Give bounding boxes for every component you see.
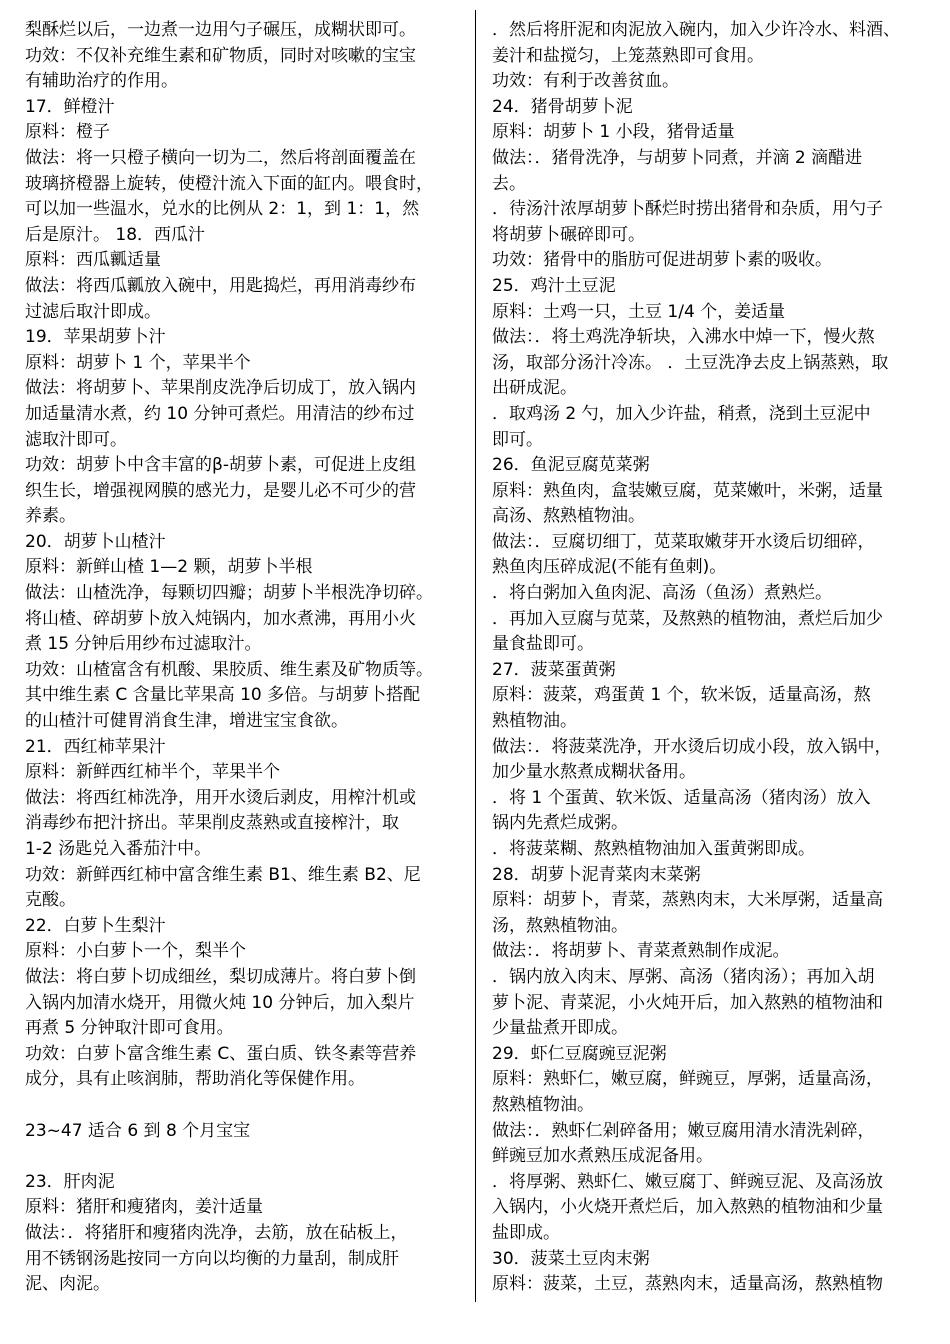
text-line: 养素。 xyxy=(25,506,76,527)
text-line: 原料：新鲜西红柿半个，苹果半个 xyxy=(25,762,280,783)
blank-line xyxy=(25,1093,461,1119)
text-line: 原料：胡萝卜，青菜，蒸熟肉末，大米厚粥，适量高 xyxy=(492,890,883,911)
text-line: 30．菠菜土豆肉末粥 xyxy=(492,1248,650,1269)
text-line: 功效：白萝卜富含维生素 C、蛋白质、铁冬素等营养 xyxy=(25,1043,417,1064)
text-line: 熟植物油。 xyxy=(492,711,577,732)
text-line: 用不锈钢汤匙按同一方向以均衡的力量刮，制成肝 xyxy=(25,1248,399,1269)
text-line: 汤，熬熟植物油。 xyxy=(492,915,628,936)
text-line: 做法：将一只橙子横向一切为二，然后将剖面覆盖在 xyxy=(25,147,416,168)
text-line: 做法：将胡萝卜、苹果削皮洗净后切成丁，放入锅内 xyxy=(25,378,416,399)
text-line: 原料：西瓜瓤适量 xyxy=(25,250,161,271)
text-line: 将山楂、碎胡萝卜放入炖锅内，加水煮沸，再用小火 xyxy=(25,608,416,629)
text-line: ．将 1 个蛋黄、软米饭、适量高汤（猪肉汤）放入 xyxy=(492,787,871,808)
text-line: 过滤后取汁即成。 xyxy=(25,301,161,322)
text-line: 成分，具有止咳润肺，帮助消化等保健作用。 xyxy=(25,1069,365,1090)
text-line: 消毒纱布把汁挤出。苹果削皮蒸熟或直接榨汁，取 xyxy=(25,813,399,834)
text-line: 原料：熟虾仁，嫩豆腐，鲜豌豆，厚粥，适量高汤， xyxy=(492,1069,883,1090)
text-line: 做法：．将菠菜洗净，开水烫后切成小段，放入锅中， xyxy=(492,736,892,757)
text-line: ．将厚粥、熟虾仁、嫩豆腐丁、鲜豌豆泥、及高汤放 xyxy=(492,1171,883,1192)
text-line: 原料：胡萝卜 1 小段，猪骨适量 xyxy=(492,122,735,143)
text-line: 织生长，增强视网膜的感光力，是婴儿必不可少的营 xyxy=(25,480,416,501)
text-line: 原料：猪肝和瘦猪肉，姜汁适量 xyxy=(25,1197,263,1218)
text-line: 可以加一些温水，兑水的比例从 2：1，到 1：1，然 xyxy=(25,199,420,220)
text-line: 原料：土鸡一只，土豆 1/4 个，姜适量 xyxy=(492,301,786,322)
text-line: 原料：胡萝卜 1 个，苹果半个 xyxy=(25,352,251,373)
text-line: 其中维生素 C 含量比苹果高 10 多倍。与胡萝卜搭配 xyxy=(25,685,421,706)
text-line: 汤，取部分汤汁冷冻。 ．土豆洗净去皮上锅蒸熟，取 xyxy=(492,352,889,373)
text-line: 入锅内，小火烧开煮烂后，加入熬熟的植物油和少量 xyxy=(492,1197,883,1218)
text-line: 功效：有利于改善贫血。 xyxy=(492,71,679,92)
text-line: 后是原汁。 18．西瓜汁 xyxy=(25,224,206,245)
text-line: ．再加入豆腐与苋菜，及熬熟的植物油，煮烂后加少 xyxy=(492,608,883,629)
text-line: 做法：．将猪肝和瘦猪肉洗净，去筋，放在砧板上， xyxy=(25,1222,408,1243)
text-line: 25．鸡汁土豆泥 xyxy=(492,275,616,296)
text-line: 的山楂汁可健胃消食生津，增进宝宝食欲。 xyxy=(25,711,348,732)
text-line: 原料：橙子 xyxy=(25,122,110,143)
text-line: 功效：新鲜西红柿中富含维生素 B1、维生素 B2、尼 xyxy=(25,864,421,885)
text-line: 熟鱼肉压碎成泥(不能有鱼刺)。 xyxy=(492,557,727,578)
text-line: 29．虾仁豆腐豌豆泥粥 xyxy=(492,1043,667,1064)
text-line: 入锅内加清水烧开，用微火炖 10 分钟后，加入梨片 xyxy=(25,992,415,1013)
text-line: 17．鲜橙汁 xyxy=(25,96,115,117)
text-line: ．取鸡汤 2 勺，加入少许盐，稍煮，浇到土豆泥中 xyxy=(492,403,871,424)
text-line: 做法：．熟虾仁剁碎备用；嫩豆腐用清水清洗剁碎， xyxy=(492,1120,875,1141)
text-line: 玻璃挤橙器上旋转，使橙汁流入下面的缸内。喂食时， xyxy=(25,173,433,194)
text-line: 即可。 xyxy=(492,429,543,450)
text-line: 锅内先煮烂成粥。 xyxy=(492,813,628,834)
text-line: 鲜豌豆加水煮熟压成泥备用。 xyxy=(492,1146,713,1167)
right-column xyxy=(492,18,930,1298)
text-line: 功效：山楂富含有机酸、果胶质、维生素及矿物质等。 xyxy=(25,659,433,680)
text-line: 28．胡萝卜泥青菜肉末菜粥 xyxy=(492,864,701,885)
text-line: 再煮 5 分钟取汁即可食用。 xyxy=(25,1018,234,1039)
text-line: 功效：胡萝卜中含丰富的β-胡萝卜素，可促进上皮组 xyxy=(25,455,416,476)
text-line: 梨酥烂以后，一边煮一边用勺子碾压，成糊状即可。 xyxy=(25,20,416,40)
text-line: 做法：将西红柿洗净，用开水烫后剥皮，用榨汁机或 xyxy=(25,787,416,808)
text-line: 做法：将白萝卜切成细丝，梨切成薄片。将白萝卜倒 xyxy=(25,966,416,987)
text-line: 功效：不仅补充维生素和矿物质，同时对咳嗽的宝宝 xyxy=(25,45,416,66)
text-line: 煮 15 分钟后用纱布过滤取汁。 xyxy=(25,634,262,655)
left-column xyxy=(25,18,461,1298)
text-line: ．然后将肝泥和肉泥放入碗内，加入少许冷水、料酒、 xyxy=(492,20,900,40)
text-line: 23．肝肉泥 xyxy=(25,1171,115,1192)
text-line: 盐即成。 xyxy=(492,1222,560,1243)
text-line: 20．胡萝卜山楂汁 xyxy=(25,531,166,552)
text-line: 出研成泥。 xyxy=(492,378,577,399)
text-line: 21．西红柿苹果汁 xyxy=(25,736,166,757)
text-line: 1-2 汤匙兑入番茄汁中。 xyxy=(25,839,212,859)
text-line: 19．苹果胡萝卜汁 xyxy=(25,327,166,348)
text-line: 原料：菠菜，土豆，蒸熟肉末，适量高汤，熬熟植物 xyxy=(492,1274,883,1295)
text-line: 24．猪骨胡萝卜泥 xyxy=(492,96,633,117)
text-line: 做法：．将土鸡洗净斩块，入沸水中焯一下，慢火熬 xyxy=(492,327,875,348)
text-line: 滤取汁即可。 xyxy=(25,429,127,450)
text-line: ．将白粥加入鱼肉泥、高汤（鱼汤）煮熟烂。 xyxy=(492,583,832,604)
text-line: 原料：新鲜山楂 1—2 颗，胡萝卜半根 xyxy=(25,557,313,578)
text-line: 高汤、熬熟植物油。 xyxy=(492,506,645,527)
text-line: 加适量清水煮，约 10 分钟可煮烂。用清洁的纱布过 xyxy=(25,403,415,424)
text-line: 泥、肉泥。 xyxy=(25,1274,110,1295)
text-line: 功效：猪骨中的脂肪可促进胡萝卜素的吸收。 xyxy=(492,250,832,271)
text-line: 去。 xyxy=(492,173,526,194)
text-line: 做法：将西瓜瓤放入碗中，用匙捣烂，再用消毒纱布 xyxy=(25,275,416,296)
text-line: 23~47 适合 6 到 8 个月宝宝 xyxy=(25,1120,251,1141)
text-line: 姜汁和盐搅匀，上笼蒸熟即可食用。 xyxy=(492,45,764,66)
text-line: ．将菠菜糊、熬熟植物油加入蛋黄粥即成。 xyxy=(492,839,815,859)
text-line: 22．白萝卜生梨汁 xyxy=(25,915,166,936)
text-line: 做法：．豆腐切细丁，苋菜取嫩芽开水烫后切细碎， xyxy=(492,531,875,552)
text-line: 做法：山楂洗净，每颗切四瓣；胡萝卜半根洗净切碎。 xyxy=(25,583,433,604)
text-line: 原料：菠菜，鸡蛋黄 1 个，软米饭，适量高汤，熬 xyxy=(492,685,871,706)
text-line: 少量盐煮开即成。 xyxy=(492,1018,628,1039)
text-line: 萝卜泥、青菜泥，小火炖开后，加入熬熟的植物油和 xyxy=(492,992,883,1013)
text-line: 有辅助治疗的作用。 xyxy=(25,71,178,92)
column-divider xyxy=(475,10,476,1302)
text-line: 克酸。 xyxy=(25,890,76,911)
text-line: 熬熟植物油。 xyxy=(492,1094,594,1115)
blank-line xyxy=(25,1144,461,1170)
text-line: 加少量水熬煮成糊状备用。 xyxy=(492,762,696,783)
text-line: ．待汤汁浓厚胡萝卜酥烂时捞出猪骨和杂质，用勺子 xyxy=(492,199,883,220)
text-line: 做法：．将胡萝卜、青菜煮熟制作成泥。 xyxy=(492,941,790,962)
text-line: 27．菠菜蛋黄粥 xyxy=(492,659,616,680)
text-line: 将胡萝卜碾碎即可。 xyxy=(492,224,645,245)
text-line: 26．鱼泥豆腐苋菜粥 xyxy=(492,455,650,476)
text-line: 做法：．猪骨洗净，与胡萝卜同煮，并滴 2 滴醋进 xyxy=(492,147,863,168)
text-line: 原料：熟鱼肉，盒装嫩豆腐，苋菜嫩叶，米粥，适量 xyxy=(492,480,883,501)
text-line: ．锅内放入肉末、厚粥、高汤（猪肉汤）；再加入胡 xyxy=(492,966,875,987)
text-line: 量食盐即可。 xyxy=(492,634,594,655)
text-line: 原料：小白萝卜一个，梨半个 xyxy=(25,941,246,962)
